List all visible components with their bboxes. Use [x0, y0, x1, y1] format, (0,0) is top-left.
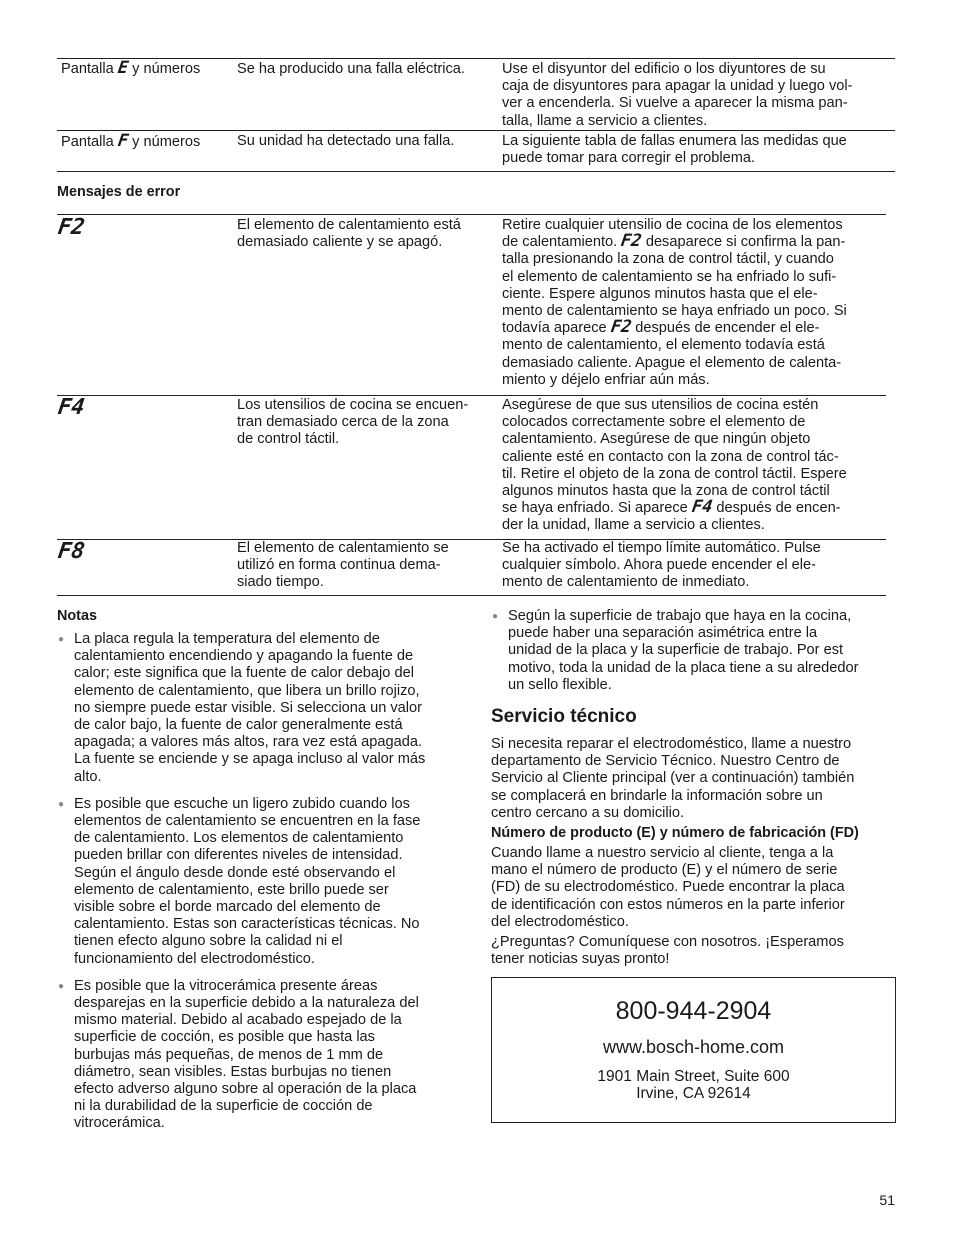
- text-line: elementos de calentamiento se encuentren en la fase: [74, 813, 421, 830]
- f4-remedy: [502, 397, 847, 535]
- label-suffix: y números: [132, 134, 201, 150]
- text-line: diámetro, sean visibles. Estas burbujas no tienen: [74, 1063, 392, 1080]
- text-line: ¿Preguntas? Comuníquese con nosotros. ¡Esperamos: [491, 934, 844, 950]
- label-prefix: Pantalla: [61, 61, 114, 77]
- text-line: desparejas en la superficie debido a la naturaleza del: [74, 995, 419, 1012]
- text-line: siado tiempo.: [237, 574, 324, 591]
- page-number: 51: [879, 1192, 895, 1208]
- text-line: puede tomar para corregir el problema.: [502, 150, 756, 167]
- text-line: mento de calentamiento, el elemento todavía está: [502, 337, 825, 354]
- text-line: ni la durabilidad de la superficie de cocción de: [74, 1098, 373, 1115]
- text-line: del electrodoméstico.: [491, 913, 629, 930]
- list-item: [58, 631, 468, 786]
- service-closing: [491, 934, 901, 968]
- text-line: de calor bajo, la fuente de calor generalmente está: [74, 717, 403, 734]
- text-line: Según la superficie de trabajo que haya en la cocina,: [508, 608, 852, 624]
- text-line: calor; este significa que la fuente de calor debajo del: [74, 665, 414, 682]
- text-line: [502, 231, 847, 252]
- text-line: Si necesita reparar el electrodoméstico, llame a nuestro: [491, 736, 852, 752]
- table-rule: [57, 595, 886, 596]
- text-line: Asegúrese de que sus utensilios de cocina estén: [502, 397, 819, 413]
- text-run: de calentamiento.: [502, 234, 618, 251]
- text-line: departamento de Servicio Técnico. Nuestro Centro de: [491, 753, 840, 770]
- text-run: después de encender el ele-: [635, 320, 820, 337]
- text-line: El elemento de calentamiento está: [237, 217, 461, 233]
- text-line: funcionamiento del electrodoméstico.: [74, 950, 315, 967]
- text-run: desaparece si confirma la pan-: [645, 234, 846, 251]
- row-2-label: [61, 131, 201, 151]
- service-body: [491, 845, 901, 931]
- text-line: utilizó en forma continua dema-: [237, 557, 441, 574]
- error-code-inline: F2: [609, 317, 633, 338]
- text-line: mano el número de producto (E) y el número de serie: [491, 862, 838, 879]
- text-line: efecto adverso alguno sobre al operación de la placa: [74, 1081, 417, 1098]
- bullet-icon: ●: [58, 798, 65, 810]
- text-line: pueden brillar con diferentes niveles de intensidad.: [74, 847, 403, 864]
- text-line: no siempre puede estar visible. Si selecciona un valor: [74, 699, 423, 716]
- text-run: todavía aparece: [502, 320, 607, 337]
- text-line: apagada; a valores más altos, rara vez está apagada.: [74, 734, 423, 751]
- text-line: Es posible que escuche un ligero zubido cuando los: [74, 795, 410, 812]
- text-line: Servicio al Cliente principal (ver a continuación) también: [491, 770, 855, 787]
- text-line: talla, llame a servicio a clientes.: [502, 112, 708, 129]
- text-line: de control táctil.: [237, 431, 340, 448]
- error-code-f2: F2: [56, 215, 87, 240]
- f8-cause: [237, 540, 449, 592]
- f8-remedy: [502, 540, 821, 592]
- text-line: demasiado caliente. Apague el elemento de calenta-: [502, 354, 842, 371]
- table-rule: [57, 395, 886, 396]
- text-line: Retire cualquier utensilio de cocina de los elementos: [502, 217, 843, 233]
- bullet-icon: ●: [492, 611, 499, 622]
- table-rule: [57, 171, 895, 172]
- text-line: superficie de cocción, es posible que hasta las: [74, 1029, 375, 1046]
- text-line: Según el ángulo desde donde esté observando el: [74, 864, 396, 881]
- text-line: til. Retire el objeto de la zona de control táctil. Espere: [502, 465, 847, 482]
- text-run: se haya enfriado. Si aparece: [502, 500, 688, 517]
- notes-list: [58, 631, 468, 1143]
- text-line: calentamiento. Asegúrese de que ningún objeto: [502, 431, 811, 448]
- table-rule: [57, 130, 895, 131]
- text-line: Use el disyuntor del edificio o los diyuntores de su: [502, 61, 826, 77]
- row-1-cause: Se ha producido una falla eléctrica.: [237, 61, 465, 77]
- text-line: mento de calentamiento de inmediato.: [502, 574, 750, 591]
- text-line: La fuente se enciende y se apaga incluso al valor más: [74, 751, 426, 768]
- table-rule: [57, 214, 886, 215]
- text-run: después de encen-: [716, 500, 841, 517]
- text-line: Es posible que la vitrocerámica presente áreas: [74, 977, 378, 994]
- service-subheading: Número de producto (E) y número de fabricación (FD): [491, 825, 859, 841]
- row-2-remedy: [502, 133, 847, 167]
- error-code-inline: F2: [619, 231, 644, 252]
- text-line: mismo material. Debido al acabado espejado de la: [74, 1012, 402, 1029]
- text-line: el elemento de calentamiento se ha enfriado lo sufi-: [502, 268, 837, 285]
- text-line: Cuando llame a nuestro servicio al cliente, tenga a la: [491, 845, 834, 861]
- notes-right-list: [492, 608, 902, 704]
- display-symbol: F: [116, 131, 130, 151]
- text-line: elemento de calentamiento, que libera un brillo rojizo,: [74, 682, 420, 699]
- address-line: Irvine, CA 92614: [636, 1085, 751, 1102]
- error-code-inline: F4: [690, 497, 714, 518]
- table-rule: [57, 58, 895, 59]
- text-line: se complacerá en brindarle la información sobre un: [491, 787, 823, 804]
- service-intro: [491, 736, 901, 822]
- row-2-cause: Su unidad ha detectado una falla.: [237, 133, 455, 149]
- text-line: calentamiento encendiendo y apagando la fuente de: [74, 648, 414, 665]
- text-line: miento y déjelo enfriar aún más.: [502, 371, 710, 388]
- text-line: [502, 317, 847, 338]
- f2-remedy: [502, 217, 847, 389]
- list-item: [58, 978, 468, 1133]
- text-line: visible sobre el borde marcado del elemento de: [74, 899, 381, 916]
- text-line: unidad de la placa y la superficie de trabajo. Por est: [508, 642, 844, 659]
- text-line: El elemento de calentamiento se: [237, 540, 449, 556]
- address-line: 1901 Main Street, Suite 600: [597, 1068, 790, 1085]
- f2-cause: [237, 217, 461, 251]
- text-line: burbujas más pequeñas, de menos de 1 mm de: [74, 1046, 384, 1063]
- list-item: [58, 796, 468, 968]
- text-line: motivo, toda la unidad de la placa tiene a su alrededor: [508, 659, 859, 676]
- text-line: centro cercano a su domicilio.: [491, 804, 685, 821]
- display-symbol: E: [116, 58, 130, 78]
- text-line: mento de calentamiento se haya enfriado un poco. Si: [502, 303, 847, 320]
- address: [492, 1068, 895, 1102]
- text-line: ver a encenderla. Si vuelve a aparecer la misma pan-: [502, 95, 848, 112]
- text-line: tran demasiado cerca de la zona: [237, 414, 449, 431]
- website-link[interactable]: www.bosch-home.com: [602, 1037, 785, 1057]
- error-code-f8: F8: [56, 539, 87, 564]
- text-line: Los utensilios de cocina se encuen-: [237, 397, 469, 413]
- text-line: caja de disyuntores para apagar la unidad y luego vol-: [502, 78, 853, 95]
- text-line: La placa regula la temperatura del elemento de: [74, 631, 380, 647]
- text-line: de calentamiento. Los elementos de calentamiento: [74, 830, 404, 847]
- text-line: de identificación con estos números en la parte inferior: [491, 896, 845, 913]
- text-line: (FD) de su electrodoméstico. Puede encontrar la placa: [491, 879, 845, 896]
- notes-heading: Notas: [57, 608, 97, 624]
- text-line: talla presionando la zona de control táctil, y cuando: [502, 251, 834, 268]
- text-line: elemento de calentamiento, este brillo puede ser: [74, 881, 389, 898]
- f4-cause: [237, 397, 468, 449]
- text-line: alto.: [74, 768, 102, 785]
- text-line: tienen efecto alguno sobre la calidad ni el: [74, 933, 343, 950]
- text-line: La siguiente tabla de fallas enumera las medidas que: [502, 133, 847, 149]
- text-line: calentamiento. Estas son características técnicas. No: [74, 916, 420, 933]
- text-line: demasiado caliente y se apagó.: [237, 234, 443, 251]
- text-line: ciente. Espere algunos minutos hasta que el ele-: [502, 285, 818, 302]
- text-line: Se ha activado el tiempo límite automático. Pulse: [502, 540, 821, 556]
- bullet-icon: ●: [58, 980, 65, 992]
- list-item: [492, 608, 902, 694]
- bullet-icon: ●: [58, 634, 65, 645]
- text-line: tener noticias suyas pronto!: [491, 951, 670, 968]
- text-line: algunos minutos hasta que la zona de control táctil: [502, 483, 830, 500]
- text-line: cualquier símbolo. Ahora puede encender el ele-: [502, 557, 816, 574]
- contact-box: [491, 977, 896, 1123]
- row-1-remedy: [502, 61, 852, 130]
- service-title: Servicio técnico: [491, 706, 637, 727]
- text-line: [502, 497, 847, 518]
- text-line: caliente esté en contacto con la zona de control tác-: [502, 448, 839, 465]
- text-line: puede haber una separación asimétrica entre la: [508, 625, 818, 642]
- error-code-f4: F4: [56, 395, 87, 420]
- row-1-label: [61, 58, 201, 78]
- label-prefix: Pantalla: [61, 134, 114, 150]
- text-line: vitrocerámica.: [74, 1115, 165, 1132]
- phone-number[interactable]: 800-944-2904: [615, 997, 772, 1025]
- error-section-heading: Mensajes de error: [57, 184, 181, 200]
- text-line: un sello flexible.: [508, 676, 612, 693]
- text-line: der la unidad, llame a servicio a clientes.: [502, 517, 765, 534]
- text-line: colocados correctamente sobre el elemento de: [502, 414, 806, 431]
- label-suffix: y números: [132, 61, 201, 77]
